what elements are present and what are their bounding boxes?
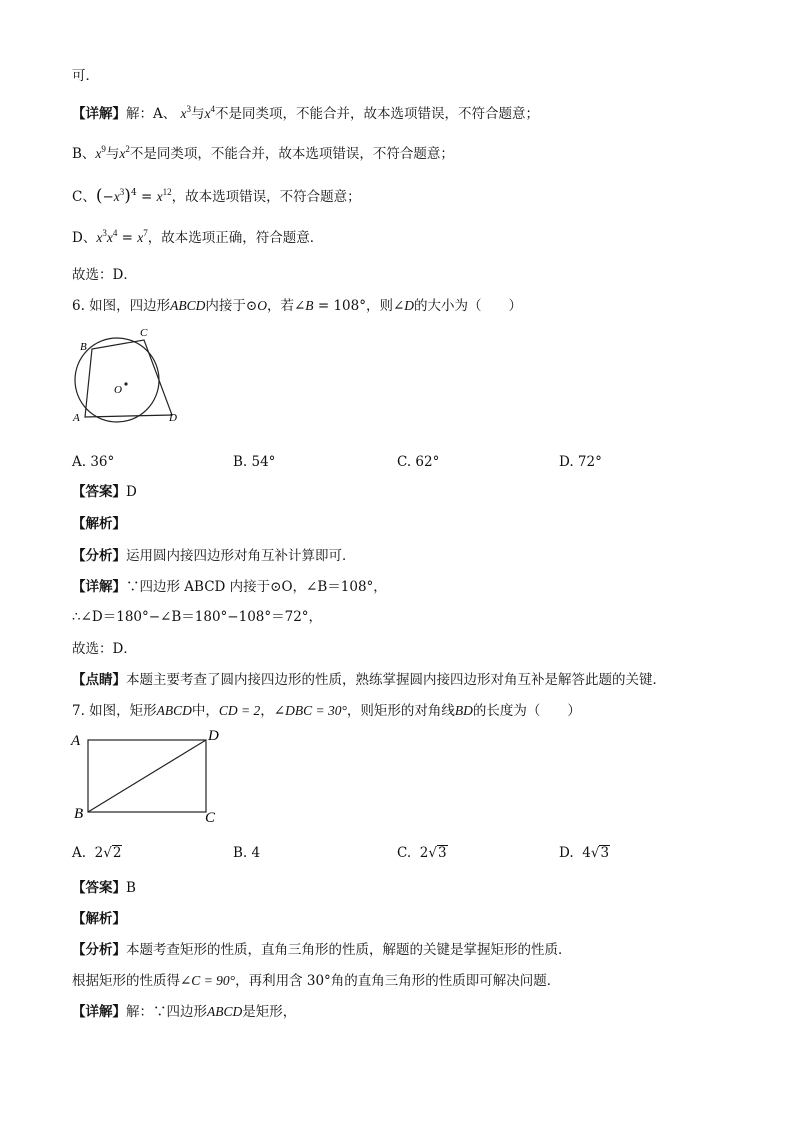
q6-detail: 【详解】∵四边形 ABCD 内接于⊙O，∠B＝108°， <box>72 579 387 595</box>
label-a: A <box>73 412 80 424</box>
label-c: C <box>140 327 148 339</box>
q6-circle-figure <box>62 322 182 432</box>
q7-rectangle-figure <box>66 726 236 826</box>
q7-detail: 【详解】解：∵四边形ABCD是矩形， <box>72 1004 297 1020</box>
q6-option-d[interactable]: D. 72° <box>559 454 602 470</box>
q7-fenxi-line2: 根据矩形的性质得∠C = 90°，再利用含 30°角的直角三角形的性质即可解决问题． <box>72 973 561 989</box>
q5-detail-d: D、$x^3x^4 = x^7$，故本选项正确，符合题意． <box>72 228 324 246</box>
q6-option-b[interactable]: B. 54° <box>233 454 276 470</box>
label-b: B <box>80 341 87 353</box>
q7-answer: 【答案】B <box>72 880 136 896</box>
q6-answer: 【答案】D <box>72 484 137 500</box>
q6-choose: 故选：D． <box>72 641 137 657</box>
q7-option-a[interactable]: A. 2√2 <box>72 845 122 861</box>
q5-choose: 故选：D． <box>72 267 137 283</box>
center-o-dot <box>124 382 127 385</box>
q5-detail-a: 【详解】解：A、 $x^3$与$x^4$不是同类项，不能合并，故本选项错误，不符合题意； <box>72 104 540 122</box>
q6-stem: 6. 如图，四边形ABCD内接于⊙O，若∠B = 108°，则∠D的大小为（ ） <box>72 298 523 314</box>
label-a: A <box>71 733 81 749</box>
q7-analysis-tag: 【解析】 <box>72 911 126 927</box>
circle-o <box>75 338 159 422</box>
q7-stem: 7. 如图，矩形ABCD中，CD = 2，∠DBC = 30°，则矩形的对角线BD的长度为（ ） <box>72 703 581 719</box>
label-o: O <box>114 384 122 396</box>
q6-option-c[interactable]: C. 62° <box>397 454 440 470</box>
q7-option-c[interactable]: C. 2√3 <box>397 845 447 861</box>
q6-analysis-tag: 【解析】 <box>72 516 126 532</box>
q6-fenxi: 【分析】运用圆内接四边形对角互补计算即可． <box>72 548 356 564</box>
q7-option-b[interactable]: B. 4 <box>233 845 261 861</box>
label-c: C <box>205 810 216 826</box>
q5-detail-c: C、$(-x^3)^4 = x^{12}$，故本选项错误，不符合题意； <box>72 186 361 206</box>
q6-option-a[interactable]: A. 36° <box>72 454 115 470</box>
diagonal-bd <box>88 740 206 812</box>
q6-step: ∴∠D＝180°−∠B＝180°−108°＝72°， <box>72 609 323 625</box>
q6-comment: 【点睛】本题主要考查了圆内接四边形的性质，熟练掌握圆内接四边形对角互补是解答此题的关键． <box>72 672 666 688</box>
label-d: D <box>208 728 219 744</box>
q5-detail-b: B、$x^9$与$x^2$不是同类项，不能合并，故本选项错误，不符合题意； <box>72 144 454 162</box>
continued-text: 可． <box>72 68 99 84</box>
label-b: B <box>74 806 84 822</box>
quadrilateral-abcd <box>85 340 172 417</box>
q7-option-d[interactable]: D. 4√3 <box>559 845 610 861</box>
q7-fenxi: 【分析】本题考查矩形的性质，直角三角形的性质，解题的关键是掌握矩形的性质． <box>72 942 572 958</box>
label-d: D <box>169 412 177 424</box>
